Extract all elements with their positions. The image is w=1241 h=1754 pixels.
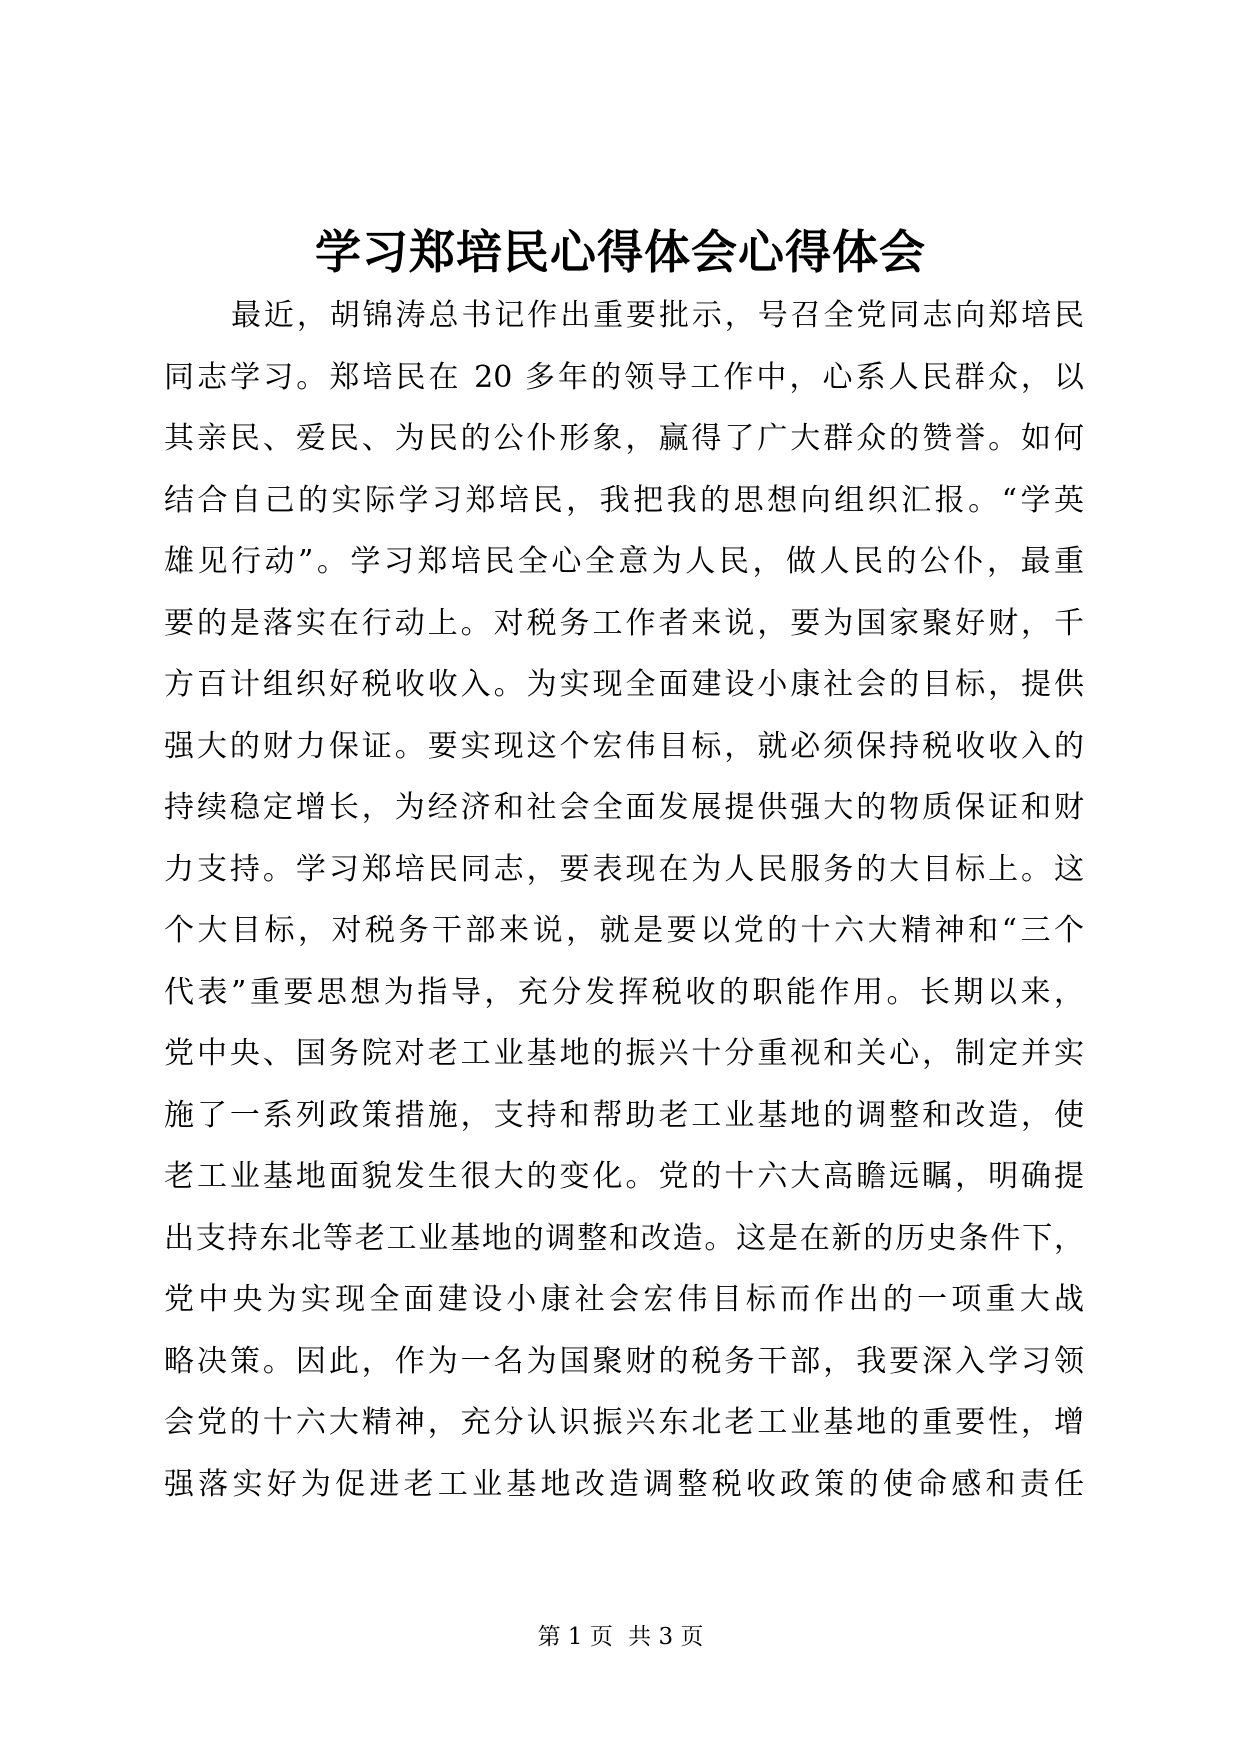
document-title: 学习郑培民心得体会心得体会 [315,225,926,279]
body-line: 会党的十六大精神，充分认识振兴东北老工业基地的重要性，增 [164,1405,1084,1440]
page-total: 共 3 页 [628,1624,704,1650]
body-line: 同志学习。郑培民在 20 多年的领导工作中，心系人民群众，以 [164,359,1084,395]
body-line: 强落实好为促进老工业基地改造调整税收政策的使命感和责任 [164,1466,1084,1502]
body-line: 要的是落实在行动上。对税务工作者来说，要为国家聚好财，千 [164,605,1084,641]
body-line: 代表”重要思想为指导，充分发挥税收的职能作用。长期以来， [164,974,1084,1010]
body-line: 结合自己的实际学习郑培民，我把我的思想向组织汇报。“学英 [164,482,1084,518]
body-line: 持续稳定增长，为经济和社会全面发展提供强大的物质保证和财 [164,790,1084,825]
body-line: 最近，胡锦涛总书记作出重要批示，号召全党同志向郑培民 [231,298,1084,333]
body-line: 强大的财力保证。要实现这个宏伟目标，就必须保持税收收入的 [164,728,1084,764]
body-line: 雄见行动”。学习郑培民全心全意为人民，做人民的公仆，最重 [164,544,1084,579]
body-line: 略决策。因此，作为一名为国聚财的税务干部，我要深入学习领 [164,1343,1084,1379]
body-line: 出支持东北等老工业基地的调整和改造。这是在新的历史条件下， [164,1220,1084,1256]
document-body [164,285,1084,1515]
body-line: 老工业基地面貌发生很大的变化。党的十六大高瞻远瞩，明确提 [164,1159,1084,1194]
body-line: 党中央、国务院对老工业基地的振兴十分重视和关心，制定并实 [164,1036,1084,1071]
body-line: 党中央为实现全面建设小康社会宏伟目标而作出的一项重大战 [164,1282,1084,1317]
body-line: 施了一系列政策措施，支持和帮助老工业基地的调整和改造，使 [164,1097,1084,1133]
page-number: 第 1 页 [537,1624,613,1650]
body-line: 其亲民、爱民、为民的公仆形象，赢得了广大群众的赞誉。如何 [164,421,1084,456]
page-footer [0,1622,1241,1652]
body-line: 方百计组织好税收收入。为实现全面建设小康社会的目标，提供 [164,667,1084,702]
body-line: 力支持。学习郑培民同志，要表现在为人民服务的大目标上。这 [164,851,1084,887]
body-line: 个大目标，对税务干部来说，就是要以党的十六大精神和“三个 [164,913,1084,948]
